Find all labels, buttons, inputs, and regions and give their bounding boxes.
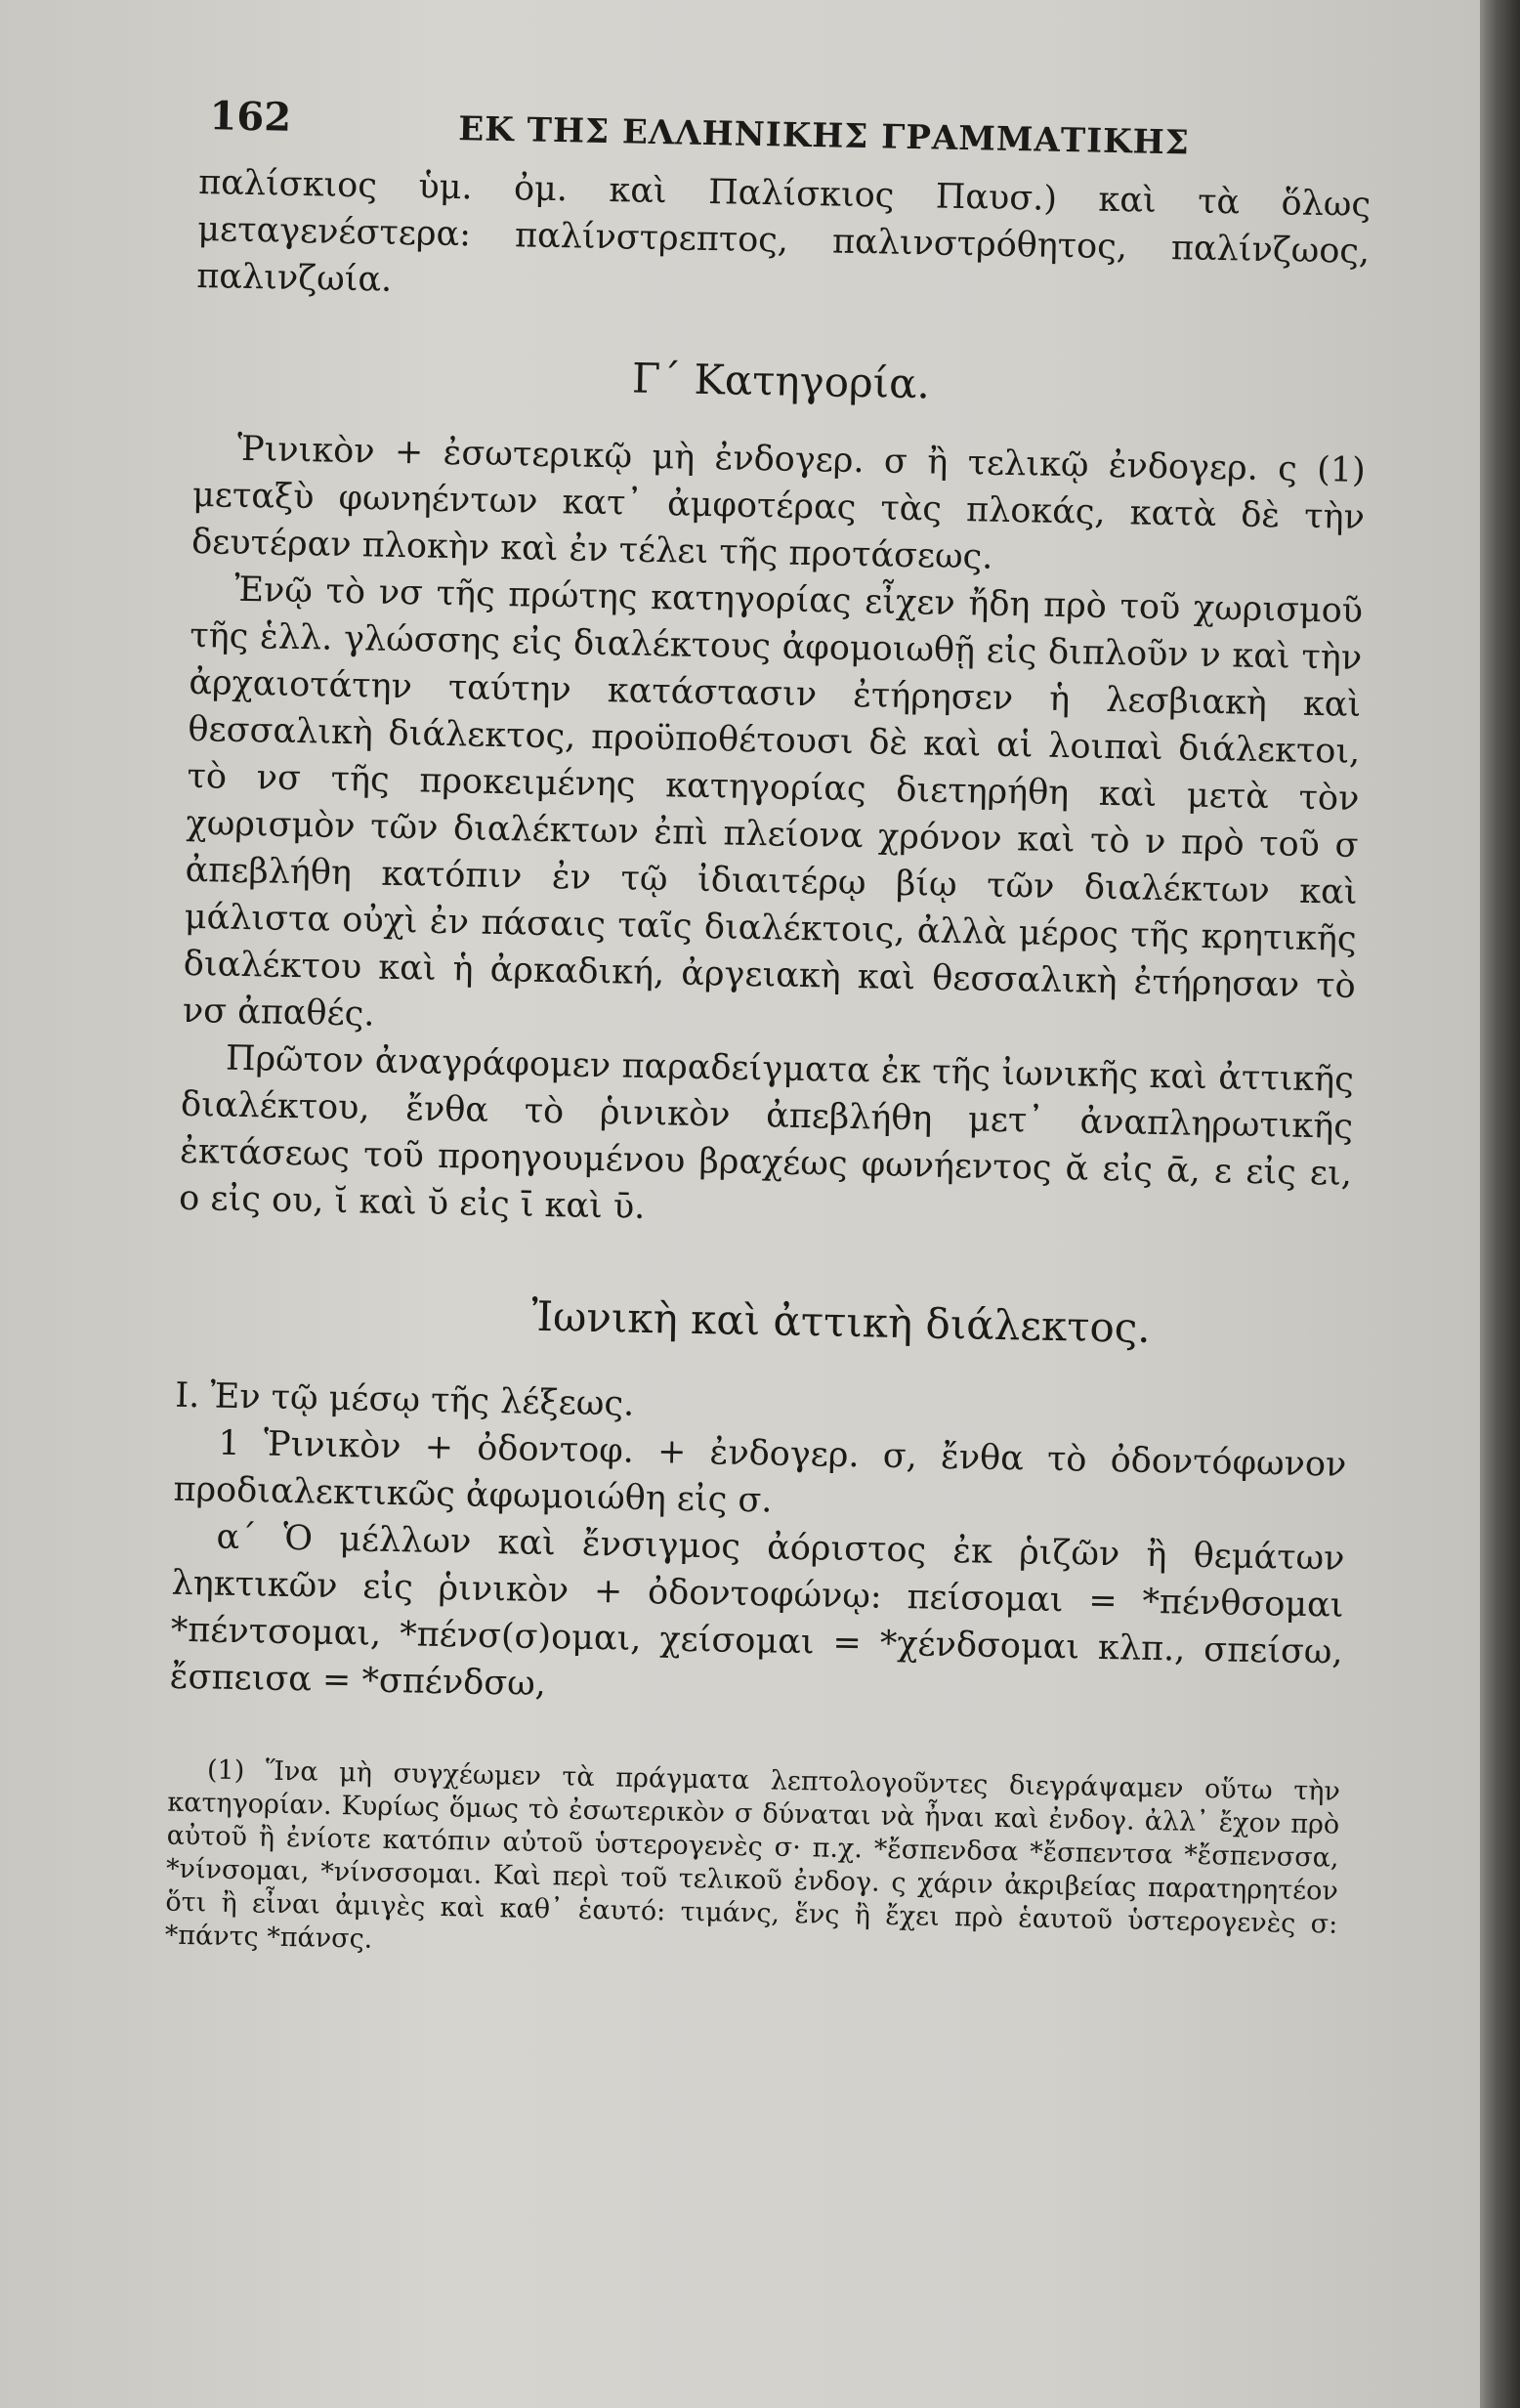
page-content [164,93,1372,1975]
footnote: (1) Ἵνα μὴ συγχέωμεν τὰ πράγματα λεπτολογοῦντες διεγράψαμεν οὕτω τὴν κατηγορίαν. Κυρίως ὅμως τὸ ἐσωτερικὸν σ δύναται νὰ ἦναι καὶ ἐνδογ. ἀλλ᾽ ἔχον πρὸ αὐτοῦ ἢ ἐνίοτε κατόπιν αὐτοῦ ὑστερογενὲς σ· π.χ. *ἔσπενδσα *ἔσπεντσα *ἔσπενσσα, *νίνσομαι, *νίνσσομαι. Καὶ περὶ τοῦ τελικοῦ ἐνδογ. ς χάριν ἀκριβείας παρατηρητέον ὅτι ἢ εἶναι ἀμιγὲς καὶ καθ᾽ ἑαυτό: τιμάνς, ἕνς ἢ ἔχει πρὸ ἑαυτοῦ ὑστερογενὲς σ: *πάντς *πάνσς. [164,1754,1341,1955]
subsection-title: I. Ἐν τῷ μέσῳ τῆς λέξεως. [175,1375,635,1424]
running-title: ΕΚ ΤΗΣ ΕΛΛΗΝΙΚΗΣ ΓΡΑΜΜΑΤΙΚΗΣ [457,109,1191,163]
paragraph: Πρῶτον ἀναγράφομεν παραδείγματα ἐκ τῆς ἰωνικῆς καὶ ἀττικῆς διαλέκτου, ἔνθα τὸ ῥινικὸν ἀπεβλήθη μετ᾽ ἀναπληρωτικῆς ἐκτάσεως τοῦ προηγουμένου βραχέως φωνήεντος ᾰ εἰς ᾱ, ε εἰς ει, ο εἰς ου, ῐ καὶ ῠ εἰς ῑ καὶ ῡ. [178,1038,1355,1227]
paragraph: Ἐνῷ τὸ νσ τῆς πρώτης κατηγορίας εἶχεν ἤδη πρὸ τοῦ χωρισμοῦ τῆς ἑλλ. γλώσσης εἰς διαλέκτους ἀφομοιωθῇ εἰς διπλοῦν ν καὶ τὴν ἀρχαιοτάτην ταύτην κατάστασιν ἐτήρησεν ἡ λεσβιακὴ καὶ θεσσαλικὴ διάλεκτος, προϋποθέτουσι δὲ καὶ αἱ λοιπαὶ διάλεκτοι, τὸ νσ τῆς προκειμένης κατηγορίας διετηρήθη καὶ μετὰ τὸν χωρισμὸν τῶν διαλέκτων ἐπὶ πλείονα χρόνον καὶ τὸ ν πρὸ τοῦ σ ἀπεβλήθη κατόπιν ἐν τῷ ἰδιαιτέρῳ βίῳ τῶν διαλέκτων καὶ μάλιστα οὐχὶ ἐν πάσαις ταῖς διαλέκτοις, ἀλλὰ μέρος τῆς κρητικῆς διαλέκτου καὶ ἡ ἀρκαδική, ἀργειακὴ καὶ θεσσαλικὴ ἐτήρησαν τὸ νσ ἀπαθές. [182,570,1364,1035]
section-heading-ionic-attic: Ἰωνικὴ καὶ ἀττικὴ διάλεκτος. [530,1291,1152,1352]
section-heading-category-c: Γ΄ Κατηγορία. [631,354,931,408]
paragraph: 1 Ῥινικὸν + ὀδοντοφ. + ἐνδογερ. σ, ἔνθα τὸ ὀδοντόφωνον προδιαλεκτικῶς ἀφωμοιώθη εἰς σ. [173,1423,1347,1521]
paragraph: α΄ Ὁ μέλλων καὶ ἔνσιγμος ἀόριστος ἐκ ῥιζῶν ἢ θεμάτων ληκτικῶν εἰς ῥινικὸν + ὀδοντοφώνῳ: πείσομαι = *πένθσομαι *πέντσομαι, *πένσ(σ)ομαι, χείσομαι = *χένδσομαι κλπ., σπείσω, ἔσπεισα = *σπένδσω, [169,1517,1345,1705]
footnotes [164,1753,1340,1975]
paragraph: παλίσκιος ὑμ. ὀμ. καὶ Παλίσκιος Παυσ.) καὶ τὰ ὅλως μεταγενέστερα: παλίνστρεπτος, παλινστρόθητος, παλίνζωος, παλινζωία. [196,162,1372,300]
page-edge-shadow [1480,0,1520,2408]
body-text [169,159,1371,1723]
paragraph: Ῥινικὸν + ἐσωτερικῷ μὴ ἐνδογερ. σ ἢ τελικῷ ἐνδογερ. ς (1) μεταξὺ φωνηέντων κατ᾽ ἀμφοτέρας τὰς πλοκάς, κατὰ δὲ τὴν δευτέραν πλοκὴν καὶ ἐν τέλει τῆς προτάσεως. [190,429,1367,577]
page-number: 162 [209,93,292,141]
